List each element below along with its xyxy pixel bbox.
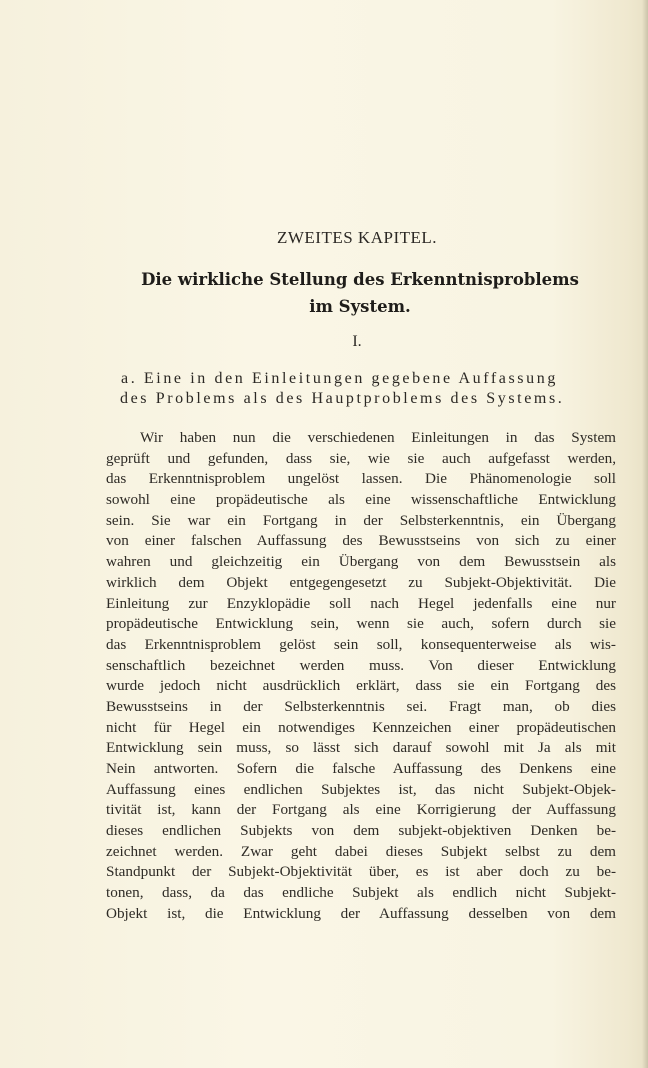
body-line: sein. Sie war ein Fortgang in der Selbsterkenntnis, ein Übergang xyxy=(106,511,616,529)
subheading-line-2: des Problems als des Hauptproblems des Systems. xyxy=(120,390,565,407)
body-line: Objekt ist, die Entwicklung der Auffassung desselben von dem xyxy=(106,904,616,922)
body-line: Wir haben nun die verschiedenen Einleitungen in das System xyxy=(140,429,616,446)
section-number: I. xyxy=(352,333,362,350)
body-line: dieses endlichen Subjekts von dem subjekt-objektiven Denken be- xyxy=(106,822,616,840)
body-line: Entwicklung sein muss, so lässt sich darauf sowohl mit Ja als mit xyxy=(106,739,616,757)
body-line: geprüft und gefunden, dass sie, wie sie auch aufgefasst werden, xyxy=(106,449,616,467)
body-line: Nein antworten. Sofern die falsche Auffassung des Denkens eine xyxy=(106,760,616,777)
body-line: Bewusstseins in der Selbsterkenntnis sei. Fragt man, ob dies xyxy=(106,697,616,715)
body-line: propädeutische Entwicklung sein, wenn sie auch, sofern durch sie xyxy=(106,615,616,633)
section-subheading xyxy=(121,369,598,409)
body-line: tonen, dass, da das endliche Subjekt als endlich nicht Subjekt- xyxy=(106,884,616,902)
chapter-title xyxy=(105,266,615,320)
body-line: tivität ist, kann der Fortgang als eine Korrigierung der Auffassung xyxy=(106,801,616,819)
body-line: das Erkenntnisproblem gelöst sein soll, konsequenterweise als wis- xyxy=(106,635,616,653)
body-line: wurde jedoch nicht ausdrücklich erklärt, dass sie ein Fortgang des xyxy=(106,677,616,695)
body-line: Standpunkt der Subjekt-Objektivität über, es ist aber doch zu be- xyxy=(106,863,616,881)
chapter-heading: ZWEITES KAPITEL. xyxy=(276,228,438,247)
body-line: nicht für Hegel ein notwendiges Kennzeichen einer propädeutischen xyxy=(106,718,616,736)
body-line: wahren und gleichzeitig ein Übergang von dem Bewusstsein als xyxy=(106,553,616,571)
subheading-line-1: a. Eine in den Einleitungen gegebene Auffassung xyxy=(121,370,558,387)
body-line: das Erkenntnisproblem ungelöst lassen. Die Phänomenologie soll xyxy=(106,470,616,488)
chapter-title-line-1: Die wirkliche Stellung des Erkenntnisproblems xyxy=(141,270,579,289)
body-line: Auffassung eines endlichen Subjektes ist, das nicht Subjekt-Objek- xyxy=(106,780,616,798)
page-edge-shadow xyxy=(642,0,648,1068)
body-line: Einleitung zur Enzyklopädie soll nach Hegel jedenfalls eine nur xyxy=(106,594,616,612)
body-line: wirklich dem Objekt entgegengesetzt zu Subjekt-Objektivität. Die xyxy=(106,573,616,591)
body-line: von einer falschen Auffassung des Bewusstseins von sich zu einer xyxy=(106,532,616,550)
body-paragraph xyxy=(106,428,616,925)
body-line: sowohl eine propädeutische als eine wissenschaftliche Entwicklung xyxy=(106,491,616,509)
chapter-title-line-2: im System. xyxy=(309,297,411,316)
body-line: zeichnet werden. Zwar geht dabei dieses Subjekt selbst zu dem xyxy=(106,842,616,860)
body-line: senschaftlich bezeichnet werden muss. Von dieser Entwicklung xyxy=(106,656,616,674)
